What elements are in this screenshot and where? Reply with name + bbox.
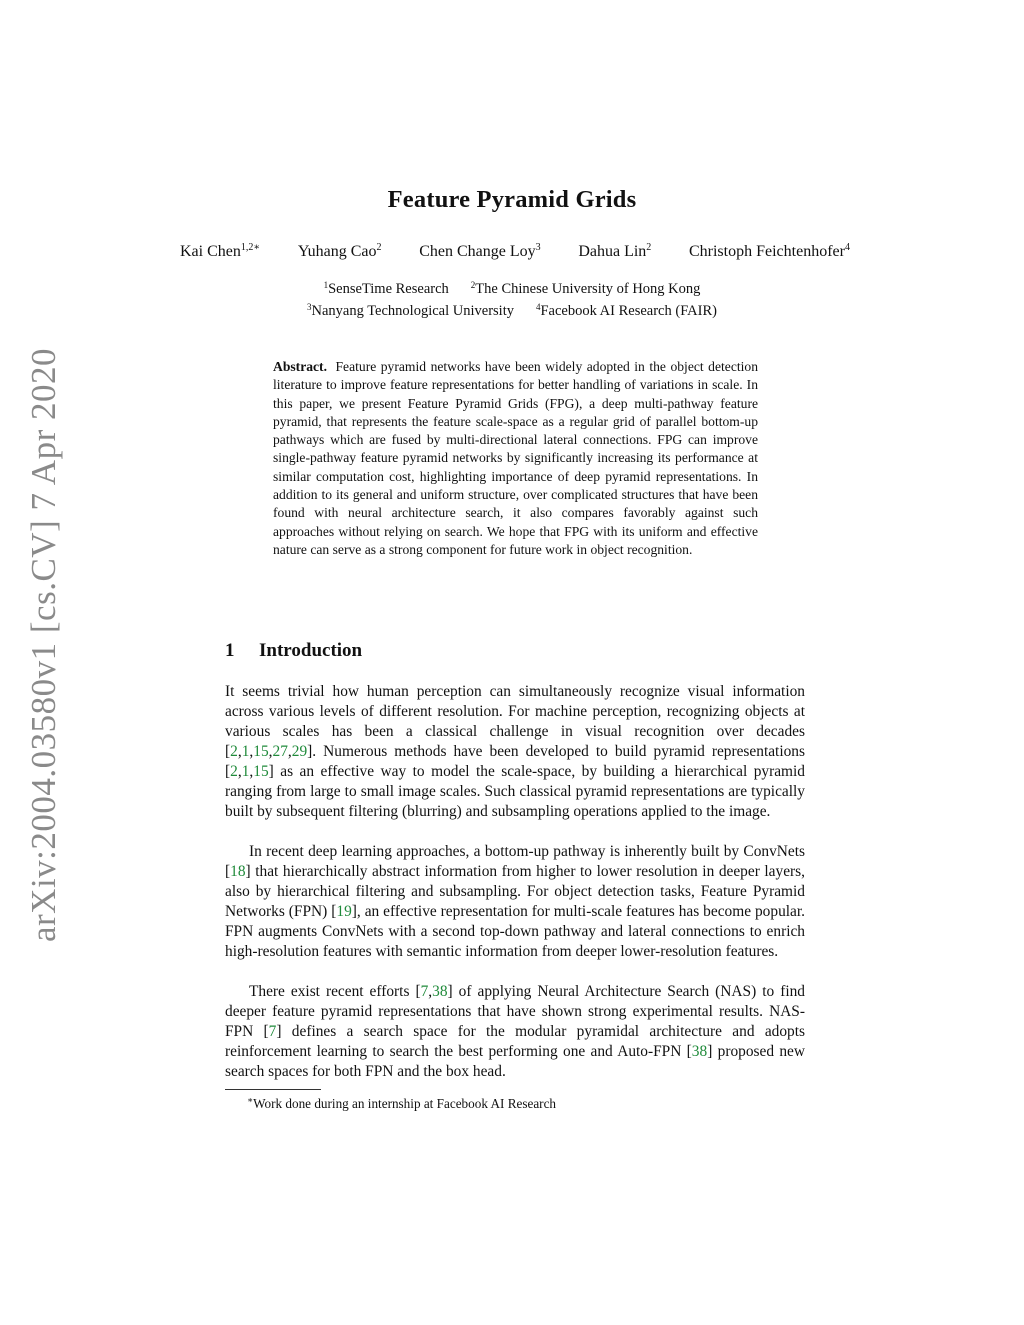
paper-title: Feature Pyramid Grids — [387, 186, 637, 213]
citation-link[interactable]: 38 — [691, 1043, 708, 1060]
section-title: Introduction — [259, 640, 363, 661]
section-heading — [225, 640, 362, 662]
paragraph: In recent deep learning approaches, a bottom-up pathway is inherently built by ConvNets [18] that hierarchically abstract information from higher to lower resolution in deeper layers, also by hierarchical filtering and subsampling. For object detection tasks, Feature Pyramid Networks (FPN) [19], an effective representation for multi-scale features has become popular. FPN augments ConvNets with a second top-down pathway and lateral connections to enrich high-resolution features with semantic information from deeper lower-resolution features. — [225, 843, 805, 960]
author: Dahua Lin$^2$ — [578, 242, 652, 260]
citation-link[interactable]: 29 — [291, 743, 308, 760]
affiliation: $^4$Facebook AI Research (FAIR) — [535, 302, 717, 319]
paragraph: There exist recent efforts [7,38] of applying Neural Architecture Search (NAS) to find deeper feature pyramid representations that have shown strong experimental results. NAS-FPN [7] defines a search space for the modular pyramidal architecture and adopts reinforcement learning to search the best performing one and Auto-FPN [38] proposed new search spaces for both FPN and the box head. — [225, 983, 805, 1080]
affiliation: $^3$Nanyang Technological University — [307, 302, 514, 319]
author-list — [180, 243, 850, 261]
citation-link[interactable]: 38 — [432, 983, 448, 1000]
citation-link[interactable]: 15 — [253, 743, 269, 760]
author: Kai Chen$^{1,2∗}$ — [180, 242, 261, 260]
citation-link[interactable]: 19 — [336, 903, 352, 920]
arxiv-identifier-stamp: arXiv:2004.03580v1 [cs.CV] 7 Apr 2020 — [24, 347, 63, 943]
footnote-divider — [225, 1089, 321, 1090]
citation-link[interactable]: 18 — [230, 863, 246, 880]
citation-link[interactable]: 7 — [420, 983, 429, 1000]
affiliation: $^2$The Chinese University of Hong Kong — [470, 280, 701, 297]
citation-link[interactable]: 2 — [230, 763, 238, 780]
paragraph: It seems trivial how human perception can simultaneously recognize visual information across various levels of different resolution. For machine perception, recognizing objects at various scales has been a classical challenge in visual recognition over decades [2,1,15,27,29]. Numerous methods have been developed to build pyramid representations [2,1,15] as an effective way to model the scale-space, by building a hierarchical pyramid ranging from large to small image scales. Such classical pyramid representations are typically built by subsequent filtering (blurring) and subsampling operations applied to the image. — [225, 683, 805, 820]
section-number: 1 — [225, 640, 235, 661]
affiliation: $^1$SenseTime Research — [323, 280, 449, 297]
author: Chen Change Loy$^3$ — [419, 242, 541, 260]
author: Yuhang Cao$^2$ — [297, 242, 382, 260]
abstract-text: Feature pyramid networks have been widely adopted in the object detection literature to improve feature representations for better handling of variations in scale. In this paper, we present Feature Pyramid Grids (FPG), a deep multi-pathway feature pyramid, that represents the feature scale-space as a regular grid of parallel bottom-up pathways which are fused by multi-directional lateral connections. FPG can improve single-pathway feature pyramid networks by significantly increasing its performance at similar computation cost, highlighting importance of deep pyramid representations. In addition to its general and uniform structure, over complicated structures that have been found with neural architecture search, it also compares favorably against such approaches without relying on search. We hope that FPG with its uniform and effective nature can serve as a strong component for future work in object recognition. — [273, 359, 759, 557]
citation-link[interactable]: 1 — [241, 763, 250, 780]
affiliation-line — [0, 281, 1024, 298]
abstract-label: Abstract. — [273, 359, 327, 374]
citation-link[interactable]: 7 — [268, 1023, 277, 1040]
abstract — [273, 358, 758, 559]
footnote: ∗Work done during an internship at Facebook AI Research — [247, 1095, 557, 1111]
affiliation-line — [0, 303, 1024, 320]
citation-link[interactable]: 27 — [272, 743, 288, 760]
author: Christoph Feichtenhofer$^4$ — [688, 242, 850, 260]
citation-link[interactable]: 2 — [230, 743, 238, 760]
citation-link[interactable]: 1 — [241, 743, 250, 760]
citation-link[interactable]: 15 — [253, 763, 269, 780]
